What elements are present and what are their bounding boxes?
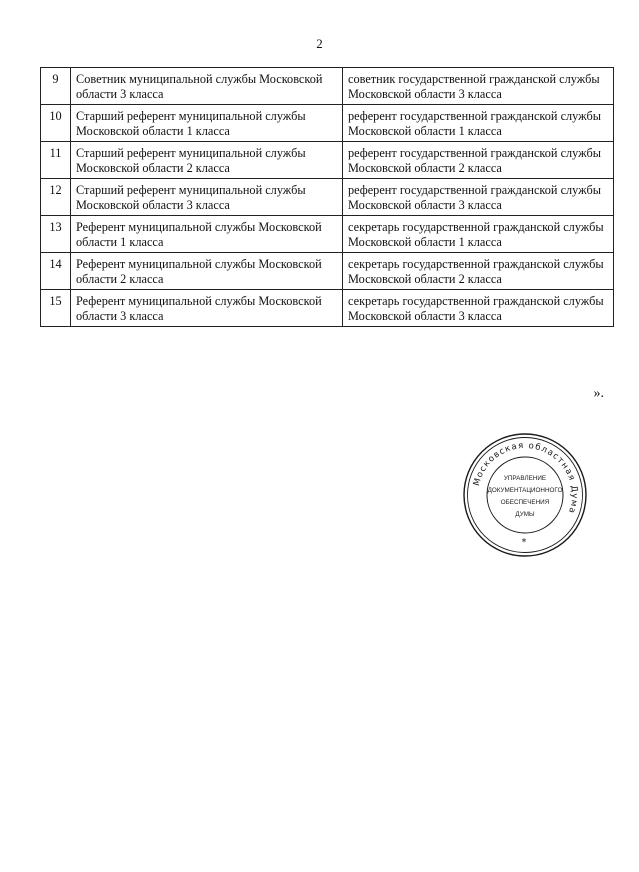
municipal-rank-cell: Референт муниципальной службы Московской области 3 класса	[71, 290, 343, 327]
row-number: 13	[41, 216, 71, 253]
official-stamp	[462, 432, 588, 558]
state-rank-cell: референт государственной гражданской службы Московской области 1 класса	[343, 105, 614, 142]
municipal-rank-cell: Референт муниципальной службы Московской области 1 класса	[71, 216, 343, 253]
state-rank-cell: референт государственной гражданской службы Московской области 3 класса	[343, 179, 614, 216]
state-rank-cell: секретарь государственной гражданской службы Московской области 2 класса	[343, 253, 614, 290]
stamp-star-icon: *	[521, 537, 527, 548]
state-rank-cell: секретарь государственной гражданской службы Московской области 3 класса	[343, 290, 614, 327]
row-number: 14	[41, 253, 71, 290]
row-number: 9	[41, 68, 71, 105]
state-rank-cell: референт государственной гражданской службы Московской области 2 класса	[343, 142, 614, 179]
table-row	[41, 179, 614, 216]
municipal-rank-cell: Референт муниципальной службы Московской области 2 класса	[71, 253, 343, 290]
table-row	[41, 253, 614, 290]
state-rank-cell: советник государственной гражданской службы Московской области 3 класса	[343, 68, 614, 105]
stamp-center-line: УПРАВЛЕНИЕ	[503, 475, 547, 482]
row-number: 12	[41, 179, 71, 216]
table-row	[41, 290, 614, 327]
table-row	[41, 142, 614, 179]
closing-quote: ».	[593, 386, 604, 401]
municipal-rank-cell: Советник муниципальной службы Московской области 3 класса	[71, 68, 343, 105]
page-number: 2	[316, 36, 323, 51]
municipal-rank-cell: Старший референт муниципальной службы Московской области 1 класса	[71, 105, 343, 142]
row-number: 10	[41, 105, 71, 142]
stamp-second-ring	[468, 438, 583, 553]
state-rank-cell: секретарь государственной гражданской службы Московской области 1 класса	[343, 216, 614, 253]
municipal-rank-cell: Старший референт муниципальной службы Московской области 2 класса	[71, 142, 343, 179]
stamp-center-line: ОБЕСПЕЧЕНИЯ	[500, 499, 550, 506]
stamp-ring-text: Московская областная Дума	[471, 440, 580, 516]
table-row	[41, 105, 614, 142]
stamp-center-line: ДОКУМЕНТАЦИОННОГО	[487, 487, 563, 494]
table-row	[41, 216, 614, 253]
stamp-center-line: ДУМЫ	[515, 511, 535, 518]
ranks-correspondence-table	[40, 67, 614, 327]
municipal-rank-cell: Старший референт муниципальной службы Московской области 3 класса	[71, 179, 343, 216]
row-number: 15	[41, 290, 71, 327]
table-row	[41, 68, 614, 105]
stamp-inner-ring	[487, 457, 563, 533]
row-number: 11	[41, 142, 71, 179]
